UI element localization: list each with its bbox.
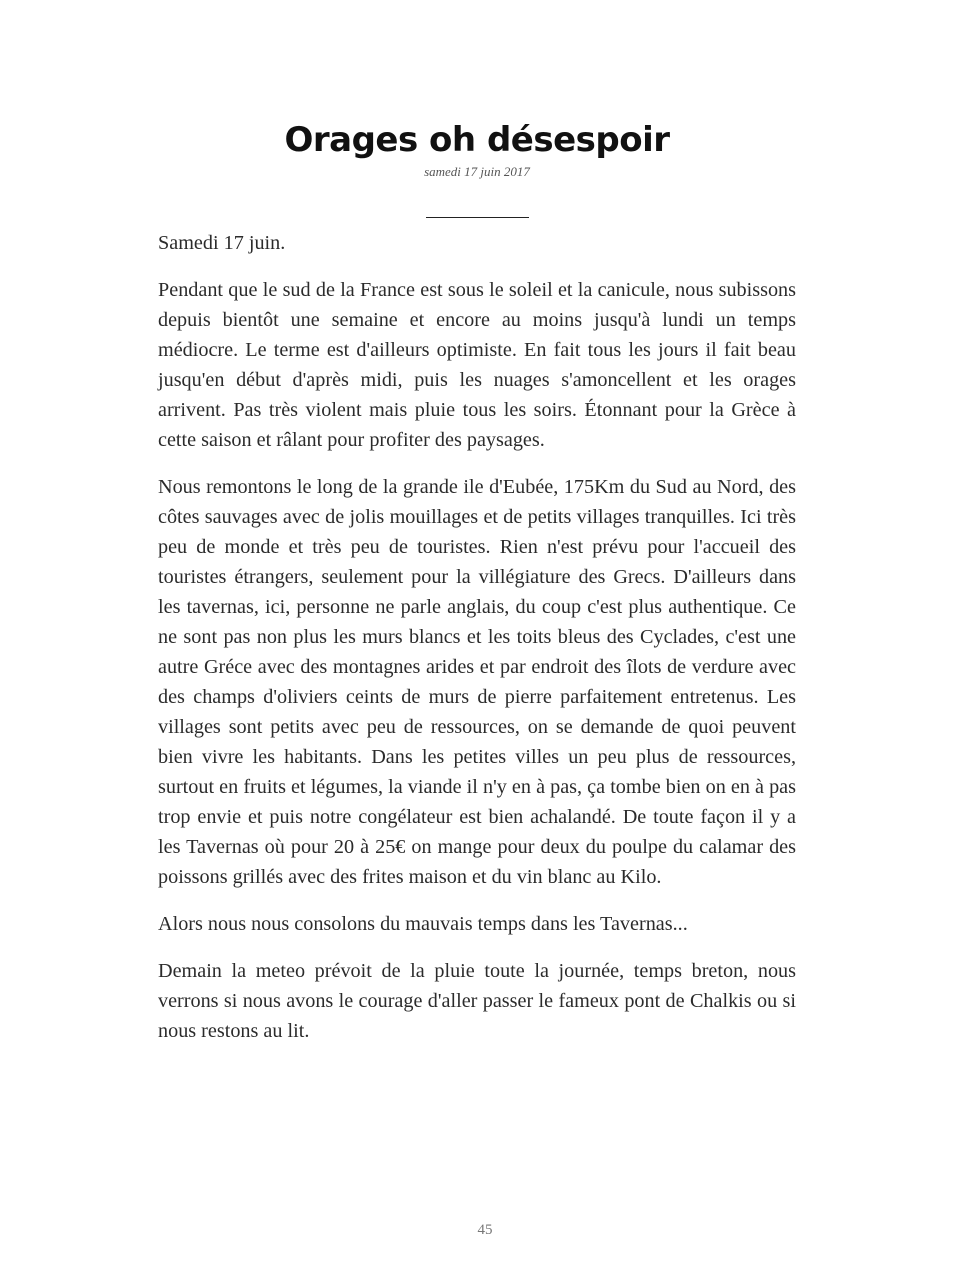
page-title: Orages oh désespoir xyxy=(284,120,670,160)
paragraph: Pendant que le sud de la France est sous le soleil et la canicule, nous subissons depuis bientôt une semaine et encore au moins jusqu'à lundi un temps médiocre. Le terme est d'ailleurs optimiste. En fait tous les jours il fait beau jusqu'en début d'après midi, puis les nuages s'amoncellent et les orages arrivent. Pas très violent mais pluie tous les soirs. Étonnant pour la Grèce à cette saison et râlant pour profiter des paysages. xyxy=(158,279,796,451)
paragraph: Demain la meteo prévoit de la pluie toute la journée, temps breton, nous verrons si nous avons le courage d'aller passer le fameux pont de Chalkis ou si nous restons au lit. xyxy=(158,960,796,1042)
paragraph: Nous remontons le long de la grande ile d'Eubée, 175Km du Sud au Nord, des côtes sauvages avec de jolis mouillages et de petits villages tranquilles. Ici très peu de monde et très peu de touristes. Rien n'est prévu pour l'accueil des touristes étrangers, seulement pour la villégiature des Grecs. D'ailleurs dans les tavernas, ici, personne ne parle anglais, du coup c'est plus authentique. Ce ne sont pas non plus les murs blancs et les toits bleus des Cyclades, c'est une autre Gréce avec des montagnes arides et par endroit des îlots de verdure avec des champs d'oliviers ceints de murs de pierre parfaitement entretenus. Les villages sont petits avec peu de ressources, on se demande de quoi peuvent bien vivre les habitants. Dans les petites villes un peu plus de ressources, surtout en fruits et légumes, la viande il n'y en à pas, ça tombe bien on en à pas trop envie et puis notre congélateur est bien achalandé. De toute façon il y a les Tavernas où pour 20 à 25€ on mange pour deux du poulpe du calamar des poissons grillés avec des frites maison et du vin blanc au Kilo. xyxy=(158,476,796,888)
page-number: 45 xyxy=(477,1222,493,1238)
paragraph-date-heading: Samedi 17 juin. xyxy=(158,232,286,254)
paragraph: Alors nous nous consolons du mauvais temps dans les Tavernas... xyxy=(158,913,688,935)
post-date: samedi 17 juin 2017 xyxy=(424,164,530,179)
title-divider xyxy=(426,217,529,218)
article-body xyxy=(158,228,796,1063)
